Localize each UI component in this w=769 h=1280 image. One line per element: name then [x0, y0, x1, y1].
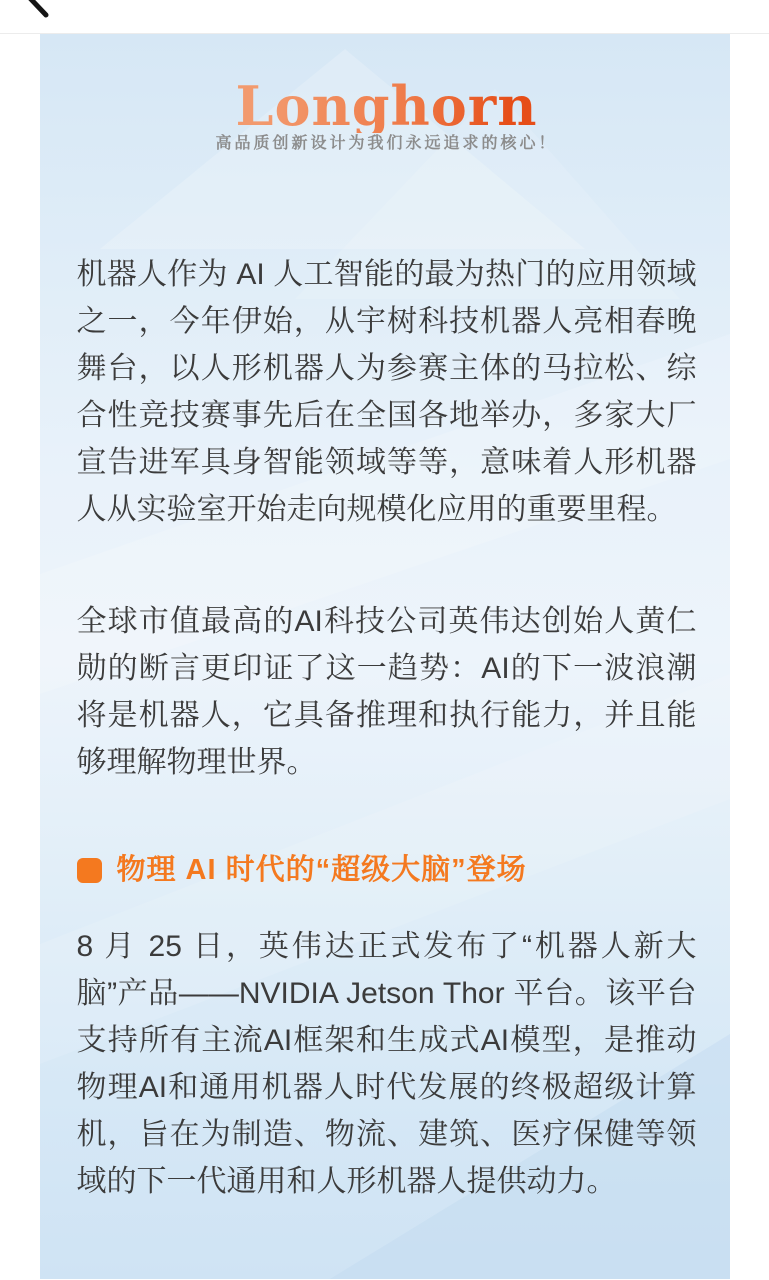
paragraph-jetson-thor: 8 月 25 日，英伟达正式发布了“机器人新大脑”产品——NVIDIA Jetson Thor 平台。该平台支持所有主流AI框架和生成式AI模型，是推动物理AI和通用机器人时代发展的终极超级计算机，旨在为制造、物流、建筑、医疗保健等领域的下一代通用和人形机器人提供动力。: [76, 930, 697, 1198]
paragraph-nvidia-quote: 全球市值最高的AI科技公司英伟达创始人黄仁勋的断言更印证了这一趋势：AI的下一波浪潮将是机器人，它具备推理和执行能力，并且能够理解物理世界。: [76, 605, 697, 779]
section-heading: [77, 851, 697, 889]
orange-square-bullet-icon: [77, 858, 102, 883]
section-title: 物理 AI 时代的“超级大脑”登场: [116, 854, 527, 886]
article-page: [0, 34, 769, 1279]
brand-tagline: 高品质创新设计为我们永远追求的核心！: [215, 135, 558, 152]
brand-logo: Longhorn: [235, 74, 538, 138]
brand-hero: [77, 34, 697, 154]
article-body: [77, 251, 697, 1205]
nav-bar: [0, 0, 769, 34]
paragraph-intro: 机器人作为 AI 人工智能的最为热门的应用领域之一，今年伊始，从宇树科技机器人亮相春晚舞台，以人形机器人为参赛主体的马拉松、综合性竞技赛事先后在全国各地举办，多家大厂宣告进军具身智能领域等等，意味着人形机器人从实验室开始走向规模化应用的重要里程。: [76, 258, 697, 526]
back-icon[interactable]: [0, 0, 70, 34]
article-card: [40, 34, 730, 1279]
